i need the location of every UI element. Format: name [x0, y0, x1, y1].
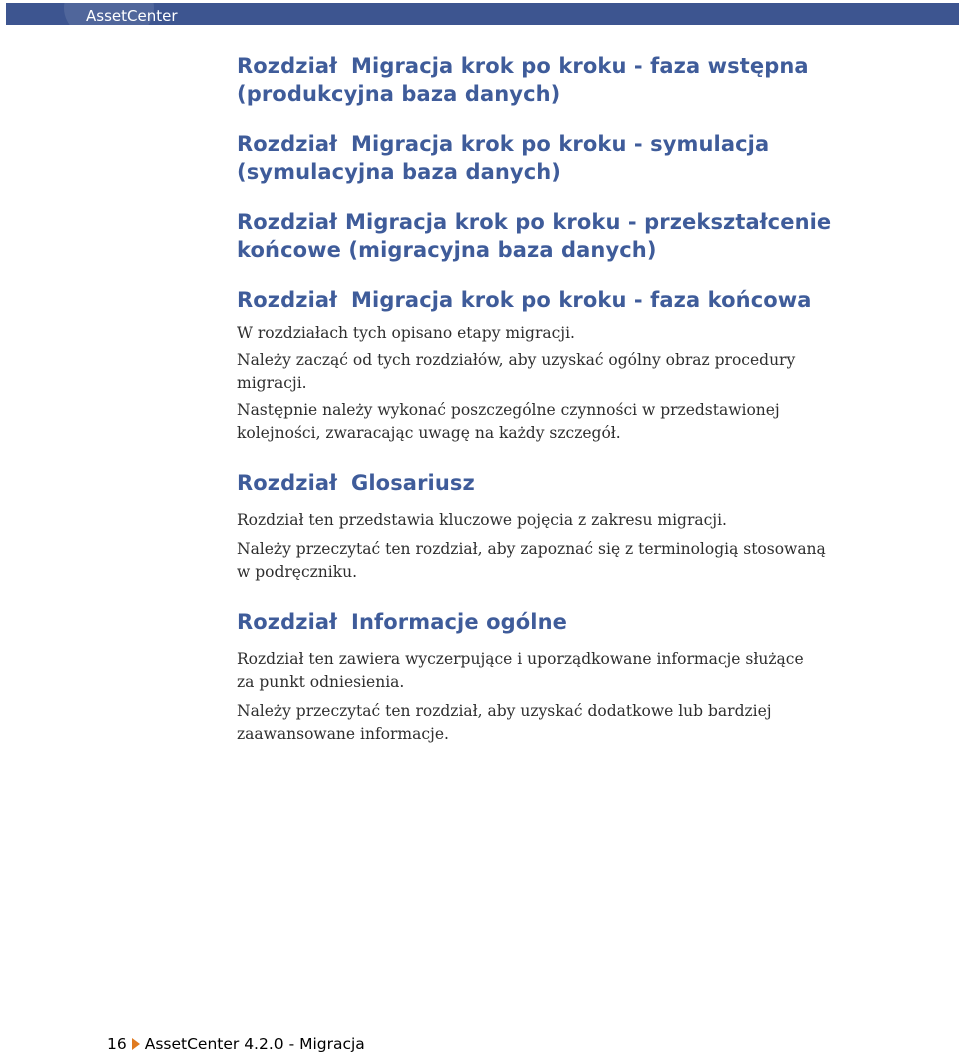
paragraph-line: za punkt odniesienia. [237, 673, 405, 691]
chapter-description [237, 538, 877, 584]
paragraph-line: Następnie należy wykonać poszczególne czynności w przedstawionej [237, 401, 780, 419]
paragraph-line: Rozdział ten przedstawia kluczowe pojęcia z zakresu migracji. [237, 511, 727, 529]
triangle-right-icon [132, 1038, 140, 1050]
chapter-title-line: Migracja krok po kroku - przekształcenie [345, 210, 832, 234]
chapter-section [237, 469, 877, 584]
chapter-title-line: Migracja krok po kroku - faza wstępna [351, 54, 809, 78]
chapter-heading [237, 52, 877, 108]
document-content [237, 52, 877, 746]
chapter-label: Rozdział [237, 288, 338, 312]
paragraph-line: Rozdział ten zawiera wyczerpujące i uporządkowane informacje służące [237, 650, 804, 668]
paragraph-line: kolejności, zwaracając uwagę na każdy szczegół. [237, 424, 621, 442]
chapter-label: Rozdział [237, 610, 338, 634]
chapter-heading [237, 286, 877, 314]
chapter-label: Rozdział [237, 471, 338, 495]
chapter-section [237, 52, 877, 108]
chapter-description [237, 399, 877, 445]
page-number: 16 [107, 1035, 127, 1053]
chapter-title-line: (produkcyjna baza danych) [237, 82, 561, 106]
chapter-title-line: (symulacyjna baza danych) [237, 160, 562, 184]
paragraph-line: zaawansowane informacje. [237, 725, 449, 743]
header-title: AssetCenter [86, 7, 178, 25]
chapter-section [237, 130, 877, 186]
chapter-description [237, 322, 877, 345]
paragraph-line: w podręczniku. [237, 563, 358, 581]
chapter-section [237, 608, 877, 746]
chapter-label: Rozdział [237, 132, 338, 156]
chapter-description [237, 700, 877, 746]
chapter-description [237, 509, 877, 532]
chapter-heading [237, 130, 877, 186]
page-header-bar [6, 3, 959, 25]
chapter-title-line: Glosariusz [351, 471, 475, 495]
paragraph-line: Należy przeczytać ten rozdział, aby uzyskać dodatkowe lub bardziej [237, 702, 772, 720]
chapter-label: Rozdział [237, 210, 338, 234]
chapter-title-line: Informacje ogólne [351, 610, 567, 634]
chapter-title-line: Migracja krok po kroku - symulacja [351, 132, 770, 156]
chapter-title-line: końcowe (migracyjna baza danych) [237, 238, 657, 262]
chapter-heading [237, 608, 877, 636]
chapter-description [237, 349, 877, 395]
paragraph-line: Należy zacząć od tych rozdziałów, aby uzyskać ogólny obraz procedury [237, 351, 796, 369]
paragraph-line: migracji. [237, 374, 307, 392]
page-footer [107, 1035, 365, 1053]
footer-doc-title: AssetCenter 4.2.0 - Migracja [144, 1035, 365, 1053]
chapter-label: Rozdział [237, 54, 338, 78]
chapter-title-line: Migracja krok po kroku - faza końcowa [351, 288, 812, 312]
chapter-description [237, 648, 877, 694]
paragraph-line: Należy przeczytać ten rozdział, aby zapoznać się z terminologią stosowaną [237, 540, 826, 558]
paragraph-line: W rozdziałach tych opisano etapy migracji. [237, 324, 575, 342]
chapter-section [237, 286, 877, 445]
chapter-heading [237, 469, 877, 497]
chapter-heading [237, 208, 877, 264]
chapter-section [237, 208, 877, 264]
